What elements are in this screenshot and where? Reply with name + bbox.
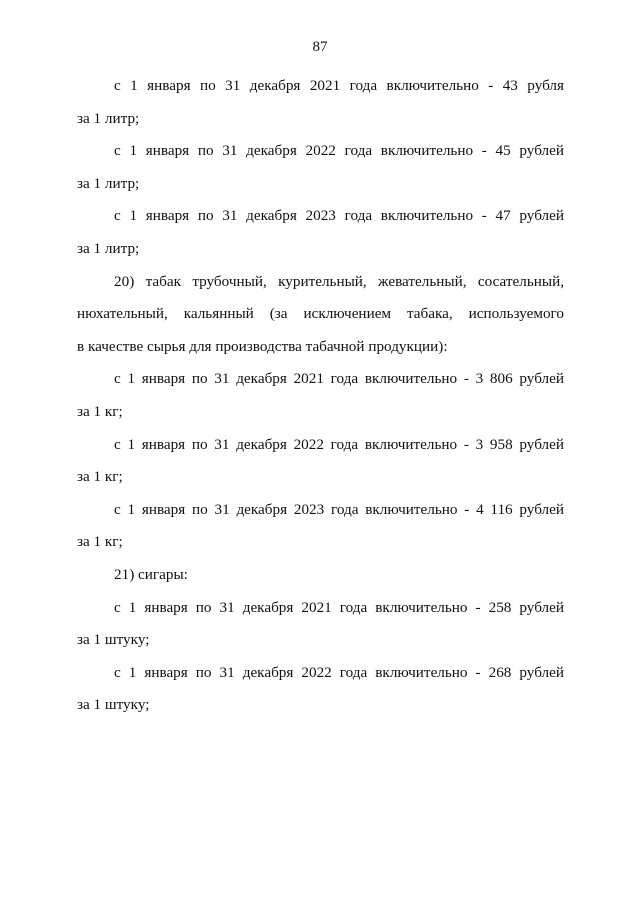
paragraph-rate-2022-tobacco — [77, 429, 564, 494]
document-body — [77, 70, 564, 722]
paragraph-line: за 1 литр; — [77, 239, 140, 257]
paragraph-line: за 1 литр; — [77, 174, 140, 192]
paragraph-line: 21) сигары: — [114, 565, 188, 583]
paragraph-rate-2021-tobacco — [77, 363, 564, 428]
paragraph-line: с 1 января по 31 декабря 2022 года включительно - 268 рублей — [114, 663, 564, 681]
paragraph-rate-2021-cigars — [77, 592, 564, 657]
paragraph-line: за 1 штуку; — [77, 631, 150, 649]
paragraph-line: за 1 кг; — [77, 533, 123, 551]
paragraph-line: за 1 кг; — [77, 402, 123, 420]
paragraph-line: за 1 кг; — [77, 468, 123, 486]
paragraph-line: с 1 января по 31 декабря 2021 года включительно - 258 рублей — [114, 598, 564, 616]
paragraph-rate-2023-tobacco — [77, 494, 564, 559]
paragraph-line: за 1 штуку; — [77, 696, 150, 714]
paragraph-line: с 1 января по 31 декабря 2021 года включительно - 3 806 рублей — [114, 370, 564, 388]
paragraph-line: нюхательный, кальянный (за исключением табака, используемого — [77, 305, 564, 323]
paragraph-line: с 1 января по 31 декабря 2022 года включительно - 3 958 рублей — [114, 435, 564, 453]
paragraph-line: 20) табак трубочный, курительный, жевательный, сосательный, — [114, 272, 564, 290]
paragraph-rate-2022-liquid — [77, 135, 564, 200]
paragraph-line: с 1 января по 31 декабря 2021 года включительно - 43 рубля — [114, 77, 564, 94]
paragraph-rate-2023-liquid — [77, 200, 564, 265]
paragraph-item-21-cigars — [77, 559, 564, 592]
paragraph-rate-2022-cigars — [77, 657, 564, 722]
paragraph-line: за 1 литр; — [77, 109, 140, 127]
paragraph-line: с 1 января по 31 декабря 2023 года включительно - 4 116 рублей — [114, 500, 564, 518]
paragraph-item-20-tobacco — [77, 266, 564, 364]
paragraph-line: в качестве сырья для производства табачной продукции): — [77, 337, 448, 355]
paragraph-rate-2021-liquid — [77, 70, 564, 135]
page-number: 87 — [312, 39, 328, 55]
paragraph-line: с 1 января по 31 декабря 2023 года включительно - 47 рублей — [114, 207, 564, 225]
paragraph-line: с 1 января по 31 декабря 2022 года включительно - 45 рублей — [114, 142, 564, 160]
